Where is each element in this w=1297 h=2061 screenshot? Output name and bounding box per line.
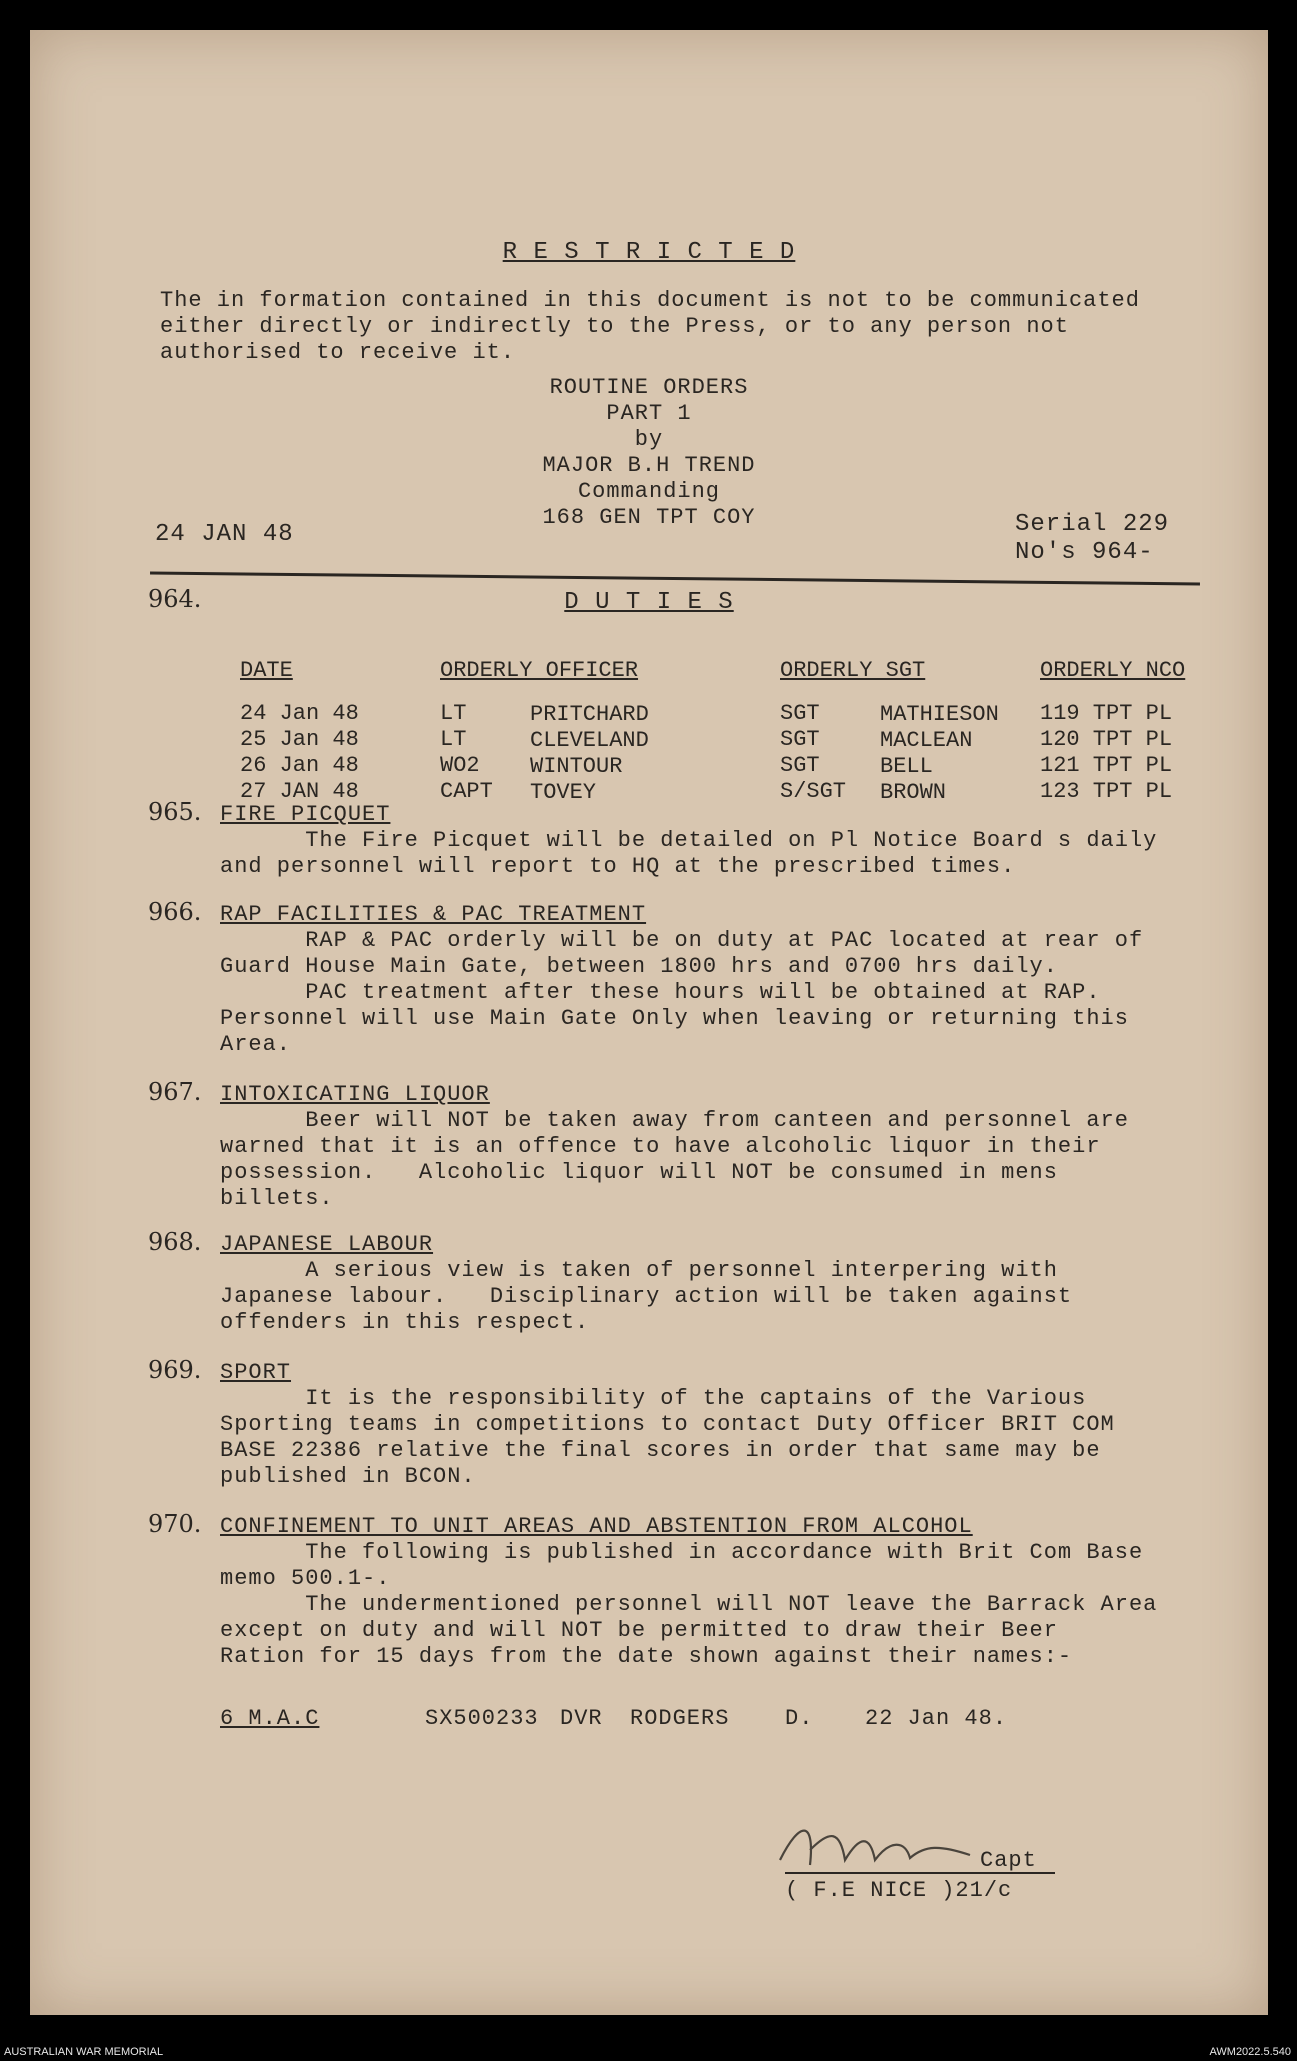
order-number: 965.	[148, 798, 202, 826]
order-number: 968.	[148, 1228, 202, 1256]
order-number: 970.	[148, 1510, 202, 1538]
order-line: The Fire Picquet will be detailed on Pl Notice Board s daily	[220, 828, 1158, 853]
order-line: BASE 22386 relative the final scores in order that same may be	[220, 1438, 1101, 1463]
duties-heading: D U T I E S	[564, 589, 734, 616]
table-cell: 120 TPT PL	[1040, 727, 1173, 752]
table-cell: LT	[440, 727, 467, 752]
order-line: Guard House Main Gate, between 1800 hrs and 0700 hrs daily.	[220, 954, 1058, 979]
confinement-initial: D.	[785, 1706, 814, 1731]
table-cell: PRITCHARD	[530, 702, 649, 727]
restriction-warning: The in formation contained in this document is not to be communicated either directly or indirectly to the Press, or to any person not authorised to receive it.	[160, 288, 1140, 365]
order-line: and personnel will report to HQ at the prescribed times.	[220, 854, 1016, 879]
order-line: warned that it is an offence to have alcoholic liquor in their	[220, 1134, 1101, 1159]
footer-left: AUSTRALIAN WAR MEMORIAL	[4, 2046, 164, 2058]
date-column	[240, 658, 359, 805]
classification-heading: R E S T R I C T E D	[502, 239, 796, 266]
title-line: MAJOR B.H TREND	[542, 453, 756, 478]
date-header: DATE	[240, 658, 293, 683]
order-line: The following is published in accordance with Brit Com Base	[220, 1540, 1144, 1565]
table-cell: 123 TPT PL	[1040, 779, 1173, 804]
order-line: billets.	[220, 1186, 334, 1211]
order-967	[220, 1082, 1220, 1212]
order-heading: FIRE PICQUET	[220, 802, 391, 827]
table-cell: 25 Jan 48	[240, 727, 359, 752]
table-cell: CAPT	[440, 779, 493, 804]
officer-name-column	[530, 702, 649, 806]
order-date: 24 JAN 48	[155, 521, 294, 548]
order-970	[220, 1514, 1220, 1670]
table-cell: SGT	[780, 753, 820, 778]
order-line: Ration for 15 days from the date shown against their names:-	[220, 1644, 1073, 1669]
table-cell: CLEVELAND	[530, 728, 649, 753]
orderly-sgt-header: ORDERLY SGT	[780, 658, 926, 683]
table-cell: 121 TPT PL	[1040, 753, 1173, 778]
title-line: PART 1	[606, 401, 692, 426]
table-cell: MATHIESON	[880, 702, 999, 727]
document-page	[30, 30, 1268, 2015]
table-cell: MACLEAN	[880, 728, 973, 753]
table-cell: 26 Jan 48	[240, 753, 359, 778]
order-965	[220, 802, 1220, 880]
order-number: 967.	[148, 1078, 202, 1106]
title-block	[30, 375, 1268, 531]
handwritten-signature	[770, 1810, 1000, 1880]
confinement-rank: DVR	[560, 1706, 603, 1731]
signature-underline	[785, 1872, 1055, 1874]
order-line: Area.	[220, 1032, 292, 1057]
order-968	[220, 1232, 1220, 1336]
order-line: It is the responsibility of the captains of the Various	[220, 1386, 1087, 1411]
order-numbers: No's 964-	[1015, 539, 1154, 566]
table-cell: SGT	[780, 701, 820, 726]
order-line: Japanese labour. Disciplinary action will be taken against	[220, 1284, 1073, 1309]
title-line: ROUTINE ORDERS	[549, 375, 749, 400]
duties-number: 964.	[148, 585, 202, 613]
table-cell: 24 Jan 48	[240, 701, 359, 726]
order-line: The undermentioned personnel will NOT leave the Barrack Area	[220, 1592, 1158, 1617]
title-line: by	[634, 427, 664, 452]
table-cell: TOVEY	[530, 780, 597, 805]
table-cell: SGT	[780, 727, 820, 752]
order-line: except on duty and will NOT be permitted to draw their Beer	[220, 1618, 1058, 1643]
table-cell: LT	[440, 701, 467, 726]
table-cell: BELL	[880, 754, 933, 779]
order-line: A serious view is taken of personnel interpering with	[220, 1258, 1058, 1283]
footer-right: AWM2022.5.540	[1209, 2046, 1291, 2058]
order-line: published in BCON.	[220, 1464, 476, 1489]
table-cell: 27 JAN 48	[240, 779, 359, 804]
order-line: PAC treatment after these hours will be obtained at RAP.	[220, 980, 1101, 1005]
order-line: Personnel will use Main Gate Only when leaving or returning this	[220, 1006, 1129, 1031]
order-heading: INTOXICATING LIQUOR	[220, 1082, 490, 1107]
order-number: 966.	[148, 898, 202, 926]
signature-name: ( F.E NICE )21/c	[785, 1878, 1013, 1903]
table-cell: WO2	[440, 753, 480, 778]
order-line: offenders in this respect.	[220, 1310, 590, 1335]
table-cell: BROWN	[880, 780, 947, 805]
divider-rule	[150, 572, 1200, 586]
confinement-date: 22 Jan 48.	[865, 1706, 1008, 1731]
order-line: possession. Alcoholic liquor will NOT be consumed in mens	[220, 1160, 1058, 1185]
table-cell: S/SGT	[780, 779, 847, 804]
order-969	[220, 1360, 1220, 1490]
confinement-number: SX500233	[425, 1706, 539, 1731]
orderly-nco-header: ORDERLY NCO	[1040, 658, 1186, 683]
order-heading: JAPANESE LABOUR	[220, 1232, 434, 1257]
order-966	[220, 902, 1220, 1058]
orderly-officer-header: ORDERLY OFFICER	[440, 658, 639, 683]
order-line: Beer will NOT be taken away from canteen and personnel are	[220, 1108, 1129, 1133]
order-line: RAP & PAC orderly will be on duty at PAC located at rear of	[220, 928, 1144, 953]
title-line: Commanding	[577, 479, 721, 504]
order-line: memo 500.1-.	[220, 1566, 391, 1591]
confinement-unit: 6 M.A.C	[220, 1706, 320, 1731]
order-heading: SPORT	[220, 1360, 292, 1385]
nco-column	[1040, 658, 1185, 805]
order-line: Sporting teams in competitions to contact Duty Officer BRIT COM	[220, 1412, 1115, 1437]
confinement-name: RODGERS	[630, 1706, 730, 1731]
table-cell: WINTOUR	[530, 754, 623, 779]
signature-rank: Capt	[980, 1848, 1037, 1873]
table-cell: 119 TPT PL	[1040, 701, 1173, 726]
order-heading: CONFINEMENT TO UNIT AREAS AND ABSTENTION FROM ALCOHOL	[220, 1514, 973, 1539]
order-number: 969.	[148, 1356, 202, 1384]
title-line: 168 GEN TPT COY	[542, 505, 756, 530]
sgt-name-column	[880, 702, 999, 806]
order-heading: RAP FACILITIES & PAC TREATMENT	[220, 902, 647, 927]
serial-number: Serial 229	[1015, 511, 1170, 538]
